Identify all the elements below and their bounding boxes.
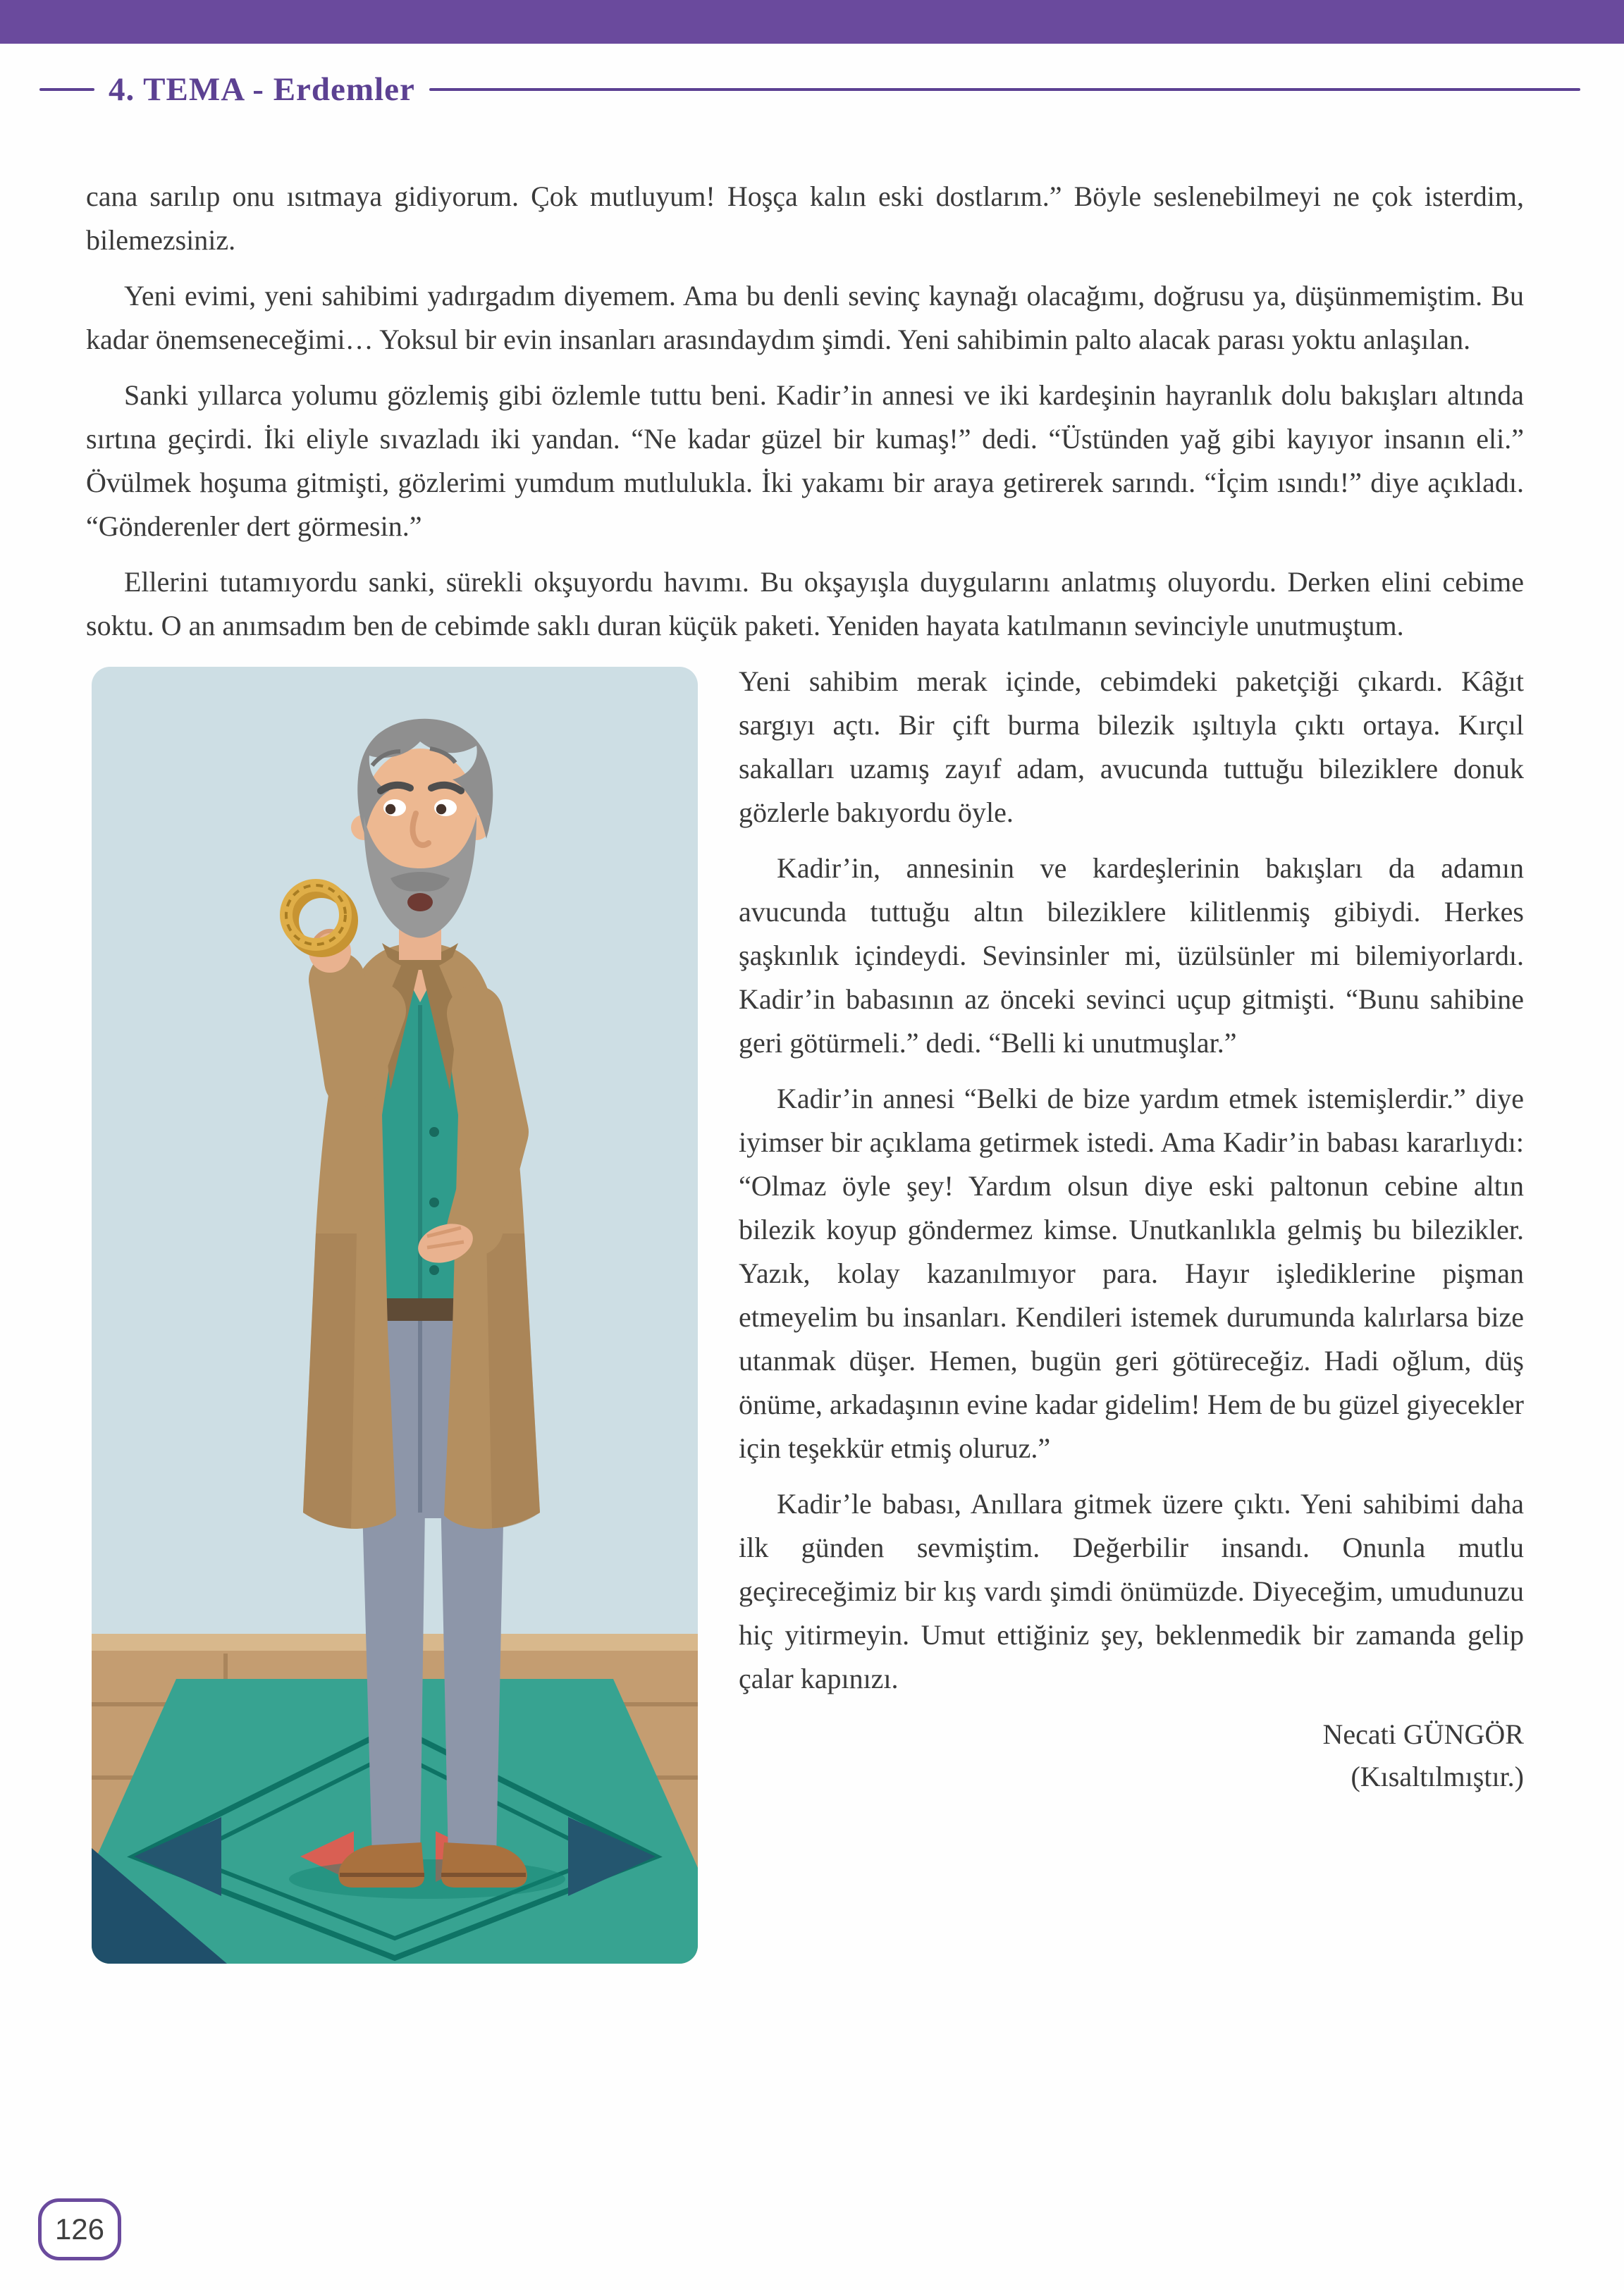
story-paragraph: Kadir’in, annesinin ve kardeşlerinin bakışları da adamın avucunda tuttuğu altın bileziklere kilitlenmiş gibiydi. Herkes şaşkınlık içindeydi. Sevinsinler mi, üzülsünler mi bilemiyorlardı. Kadir’in babasının az önceki sevinci uçup gitmişti. “Bunu sahibine geri götürmeli.” dedi. “Belli ki unutmuşlar.” xyxy=(739,852,1524,1059)
story-paragraph: Kadir’in annesi “Belki de bize yardım etmek istemişlerdir.” diye iyimser bir açıklama getirmek istedi. Ama Kadir’in babası kararlıydı: “Olmaz öyle şey! Yardım olsun diye eski paltonun cebine altın bilezik koyup göndermez kimse. Unutkanlıkla gelmiş bu bilezikler. Yazık, kolay kazanılmıyor para. Hayır işlediklerine pişman etmeyelim bu insanları. Kendileri istemek durumunda kalırlarsa bize utanmak düşer. Hemen, bugün geri götüreceğiz. Hadi oğlum, düş önüme, arkadaşının evine kadar gidelim! Hem de bu güzel giyecekler için teşekkür etmiş oluruz.” xyxy=(739,1083,1524,1464)
page-number: 126 xyxy=(54,2212,105,2246)
story-paragraph: Yeni sahibim merak içinde, cebimdeki paketçiği çıkardı. Kâğıt sargıyı açtı. Bir çift burma bilezik ışıltıyla çıktı ortaya. Kırçıl sakalları uzamış zayıf adam, avucunda tuttuğu bileziklere donuk gözlerle bakıyordu öyle. xyxy=(739,665,1524,828)
illustration-canvas xyxy=(92,667,698,1964)
story-paragraph: Yeni evimi, yeni sahibimi yadırgadım diyemem. Ama bu denli sevinç kaynağı olacağımı, doğrusu ya, düşünmemiştim. Bu kadar önemseneceğimi… Yoksul bir evin insanları arasındaydım şimdi. Yeni sahibimin palto alacak parası yoktu anlaşılan. xyxy=(86,280,1524,355)
header-rule-left xyxy=(39,88,94,91)
top-purple-bar xyxy=(0,0,1624,44)
left-arm-sleeve xyxy=(475,1014,500,1228)
author-name: Necati GÜNGÖR xyxy=(1322,1718,1524,1750)
raised-arm-sleeve xyxy=(337,980,378,1081)
story-content xyxy=(0,109,1624,1979)
belt xyxy=(382,1298,458,1321)
author-note: (Kısaltılmıştır.) xyxy=(1351,1761,1524,1792)
story-paragraph: Ellerini tutamıyordu sanki, sürekli okşuyordu havımı. Bu okşayışla duygularını anlatmış oluyordu. Derken elini cebime soktu. O an anımsadım ben de cebimde saklı duran küçük paketi. Yeniden hayata katılmanın sevinciyle unutmuştum. xyxy=(86,566,1524,641)
page-number-badge xyxy=(38,2198,121,2260)
story-paragraph: Sanki yıllarca yolumu gözlemiş gibi özlemle tuttu beni. Kadir’in annesi ve iki kardeşinin hayranlık dolu bakışları altında sırtına geçirdi. İki eliyle sıvazladı iki yandan. “Ne kadar güzel bir kumaş!” dedi. “Üstünden yağ gibi kayıyor insanın eli.” Övülmek hoşuma gitmişti, gözlerimi yumdum mutlulukla. İki yakamı bir araya getirerek sarındı. “İçim ısındı!” diye açıkladı. “Gönderenler dert görmesin.” xyxy=(86,379,1524,542)
header-rule-right xyxy=(429,88,1580,91)
open-mouth xyxy=(407,893,433,911)
story-illustration xyxy=(92,667,698,1964)
story-paragraph: Kadir’le babası, Anıllara gitmek üzere çıktı. Yeni sahibimi daha ilk günden sevmiştim. Değerbilir insandı. Onunla mutlu geçireceğimiz bir kış vardı şimdi önümüzde. Diyeceğim, umudunuzu hiç yitirmeyin. Umut ettiğiniz şey, beklenmedik bir zamanda gelip çalar kapınızı. xyxy=(739,1488,1524,1694)
tema-header xyxy=(39,70,1580,109)
tema-title: 4. TEMA - Erdemler xyxy=(109,71,415,108)
story-paragraph: cana sarılıp onu ısıtmaya gidiyorum. Çok mutluyum! Hoşça kalın eski dostlarım.” Böyle seslenebilmeyi ne çok isterdim, bilemezsiniz. xyxy=(86,180,1524,256)
